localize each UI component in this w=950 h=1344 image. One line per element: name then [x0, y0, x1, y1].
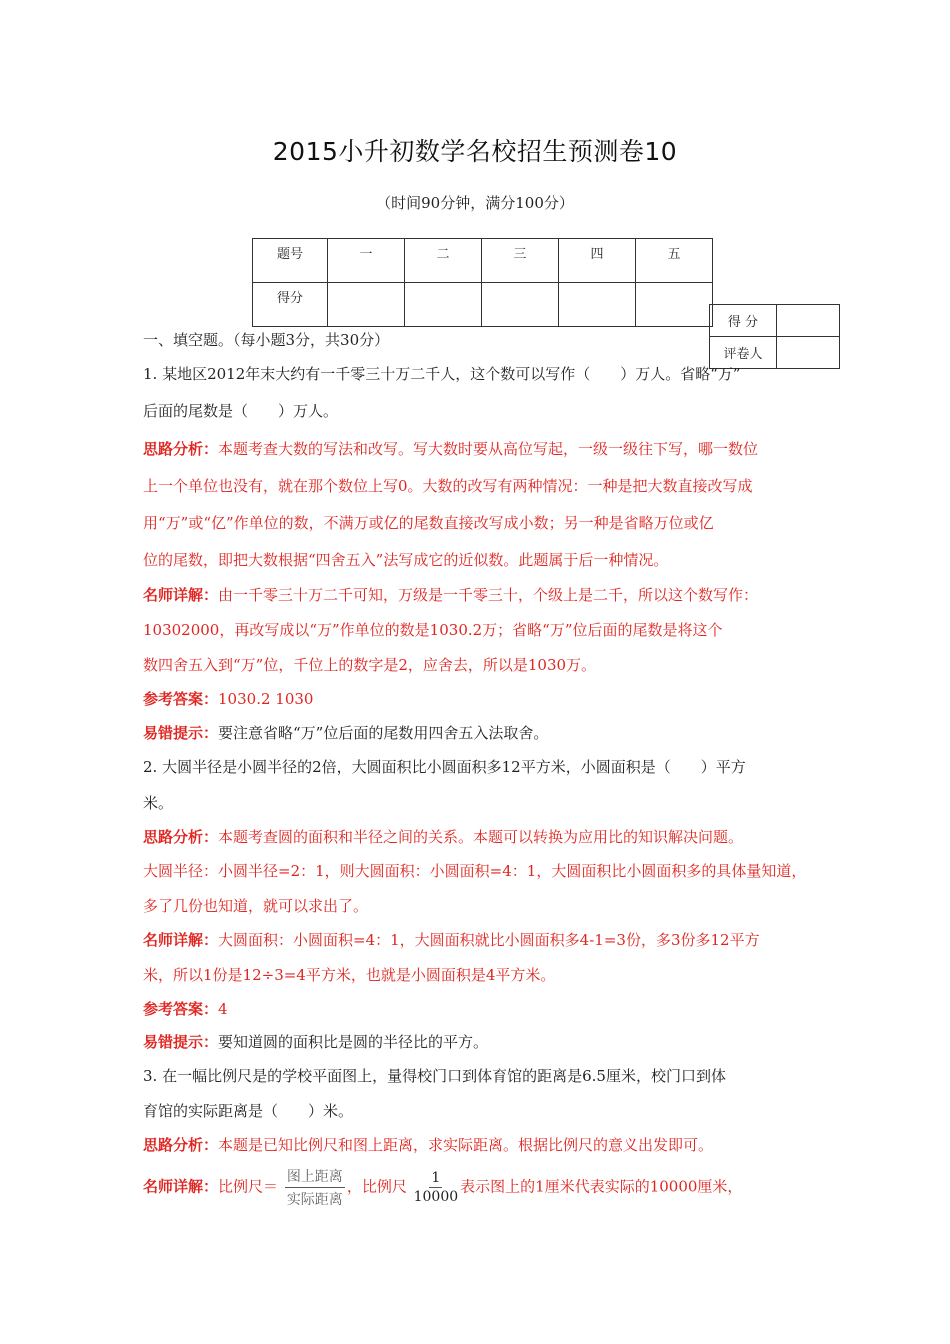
fraction-denominator: 10000 [413, 1189, 459, 1205]
score-cell [636, 283, 713, 327]
tip-text: 要注意省略“万”位后面的尾数用四舍五入法取舍。 [218, 724, 549, 742]
q1-analysis [143, 438, 758, 459]
analysis-text: 本题考查大数的写法和改写。写大数时要从高位写起，一级一级往下写，哪一数位 [218, 440, 759, 458]
tip-label: 易错提示： [143, 1033, 219, 1051]
q1-detail-line-2: 10302000，再改写成以“万”作单位的数是1030.2万；省略“万”位后面的尾数是将这个 [143, 621, 723, 639]
score-table-col-4: 四 [559, 239, 636, 283]
detail-text-c: 表示图上的1厘米代表实际的10000厘米， [460, 1177, 743, 1196]
score-table-col-5: 五 [636, 239, 713, 283]
exam-subtitle: （时间90分钟，满分100分） [376, 194, 574, 212]
q2-detail [143, 929, 760, 950]
analysis-label: 思路分析： [143, 828, 219, 846]
q1-detail-line-3: 数四舍五入到“万”位，千位上的数字是2，应舍去，所以是1030万。 [143, 656, 597, 674]
score-table-col-3: 三 [482, 239, 559, 283]
analysis-text: 本题是已知比例尺和图上距离，求实际距离。根据比例尺的意义出发即可。 [218, 1136, 714, 1154]
answer-label: 参考答案： [143, 690, 219, 708]
grader-score-cell [777, 305, 840, 337]
q2-analysis [143, 826, 743, 847]
score-cell [482, 283, 559, 327]
grader-score-label: 得 分 [710, 305, 777, 337]
question-2-line-2: 米。 [143, 794, 174, 812]
score-table-col-2: 二 [405, 239, 482, 283]
score-cell [559, 283, 636, 327]
question-2-line-1: 2. 大圆半径是小圆半径的2倍，大圆面积比小圆面积多12平方米，小圆面积是（ ）平方 [143, 758, 746, 776]
detail-label: 名师详解： [143, 586, 219, 604]
question-1-line-2: 后面的尾数是（ ）万人。 [143, 402, 339, 420]
q1-analysis-line-3: 用“万”或“亿”作单位的数，不满万或亿的尾数直接改写成小数；另一种是省略万位或亿 [143, 514, 714, 532]
q1-analysis-line-4: 位的尾数，即把大数根据“四舍五入”法写成它的近似数。此题属于后一种情况。 [143, 551, 669, 569]
question-3-line-2: 育馆的实际距离是（ ）米。 [143, 1102, 354, 1120]
q1-detail [143, 584, 758, 605]
tip-text: 要知道圆的面积比是圆的半径比的平方。 [218, 1033, 489, 1051]
score-cell [328, 283, 405, 327]
detail-text-a: 比例尺＝ [218, 1177, 279, 1196]
fraction-numerator: 1 [431, 1170, 441, 1186]
answer-text: 4 [218, 1000, 228, 1018]
q1-answer [143, 688, 313, 709]
q2-answer [143, 998, 228, 1019]
detail-text: 大圆面积：小圆面积=4：1，大圆面积就比小圆面积多4-1=3份，多3份多12平方 [218, 931, 760, 949]
q2-analysis-line-3: 多了几份也知道，就可以求出了。 [143, 897, 369, 915]
q1-tip [143, 722, 548, 743]
tip-label: 易错提示： [143, 724, 219, 742]
section-heading: 一、填空题。（每小题3分，共30分） [143, 331, 390, 349]
q2-tip [143, 1031, 488, 1052]
scale-formula-fraction [285, 1166, 345, 1209]
fraction-denominator: 实际距离 [286, 1192, 343, 1208]
answer-label: 参考答案： [143, 1000, 219, 1018]
grader-name-label: 评卷人 [710, 337, 777, 369]
fraction-numerator: 图上距离 [285, 1166, 345, 1188]
answer-text: 1030.2 1030 [218, 690, 314, 708]
analysis-text: 本题考查圆的面积和半径之间的关系。本题可以转换为应用比的知识解决问题。 [218, 828, 744, 846]
score-table-header-label: 题号 [253, 239, 328, 283]
detail-label: 名师详解： [143, 1177, 219, 1196]
score-table [252, 238, 713, 327]
score-table-col-1: 一 [328, 239, 405, 283]
grader-table [709, 304, 840, 369]
q2-analysis-line-2: 大圆半径：小圆半径=2：1，则大圆面积：小圆面积=4：1，大圆面积比小圆面积多的具体量知道， [143, 862, 807, 880]
question-3-line-1: 3. 在一幅比例尺是的学校平面图上，量得校门口到体育馆的距离是6.5厘米，校门口到体 [143, 1067, 726, 1085]
scale-value-fraction [414, 1170, 459, 1205]
question-1-line-1: 1. 某地区2012年末大约有一千零三十万二千人，这个数可以写作（ ）万人。省略“万” [143, 365, 741, 383]
analysis-label: 思路分析： [143, 440, 219, 458]
q1-analysis-line-2: 上一个单位也没有，就在那个数位上写0。大数的改写有两种情况：一种是把大数直接改写成 [143, 477, 753, 495]
q2-detail-line-2: 米，所以1份是12÷3=4平方米，也就是小圆面积是4平方米。 [143, 966, 556, 984]
q3-analysis [143, 1134, 713, 1155]
detail-label: 名师详解： [143, 931, 219, 949]
score-cell [405, 283, 482, 327]
analysis-label: 思路分析： [143, 1136, 219, 1154]
grader-name-cell [777, 337, 840, 369]
detail-text-b: ，比例尺 [346, 1177, 407, 1196]
page-title: 2015小升初数学名校招生预测卷10 [272, 137, 678, 166]
detail-text: 由一千零三十万二千可知，万级是一千零三十，个级上是二千，所以这个数写作： [218, 586, 759, 604]
q3-detail [143, 1166, 742, 1209]
score-table-score-label: 得分 [253, 283, 328, 327]
